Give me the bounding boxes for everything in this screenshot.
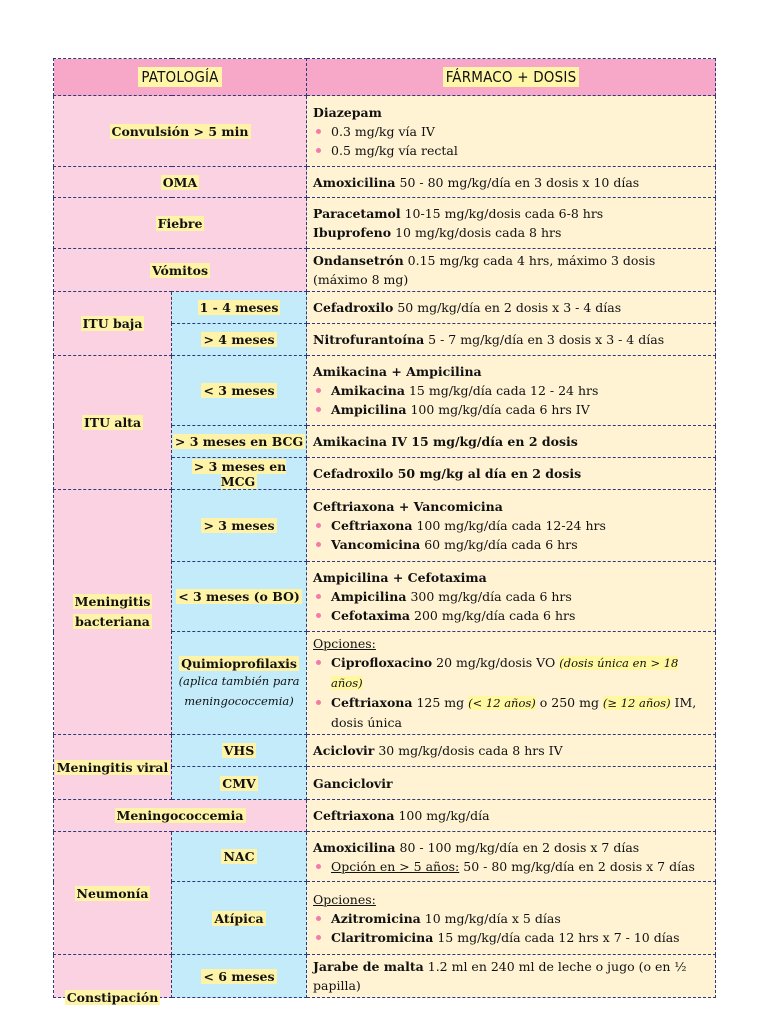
- subgroup-cell: > 4 meses: [172, 324, 307, 356]
- subgroup-cell: > 3 meses en MCG: [172, 458, 307, 490]
- drug-cell: Amoxicilina 80 - 100 mg/kg/día en 2 dosis x 7 días Opción en > 5 años: 50 - 80 mg/kg/día en 2 dosis x 7 días: [307, 832, 716, 882]
- subgroup-cell: < 3 meses: [172, 356, 307, 426]
- list-item: Amikacina 15 mg/kg/día cada 12 - 24 hrs: [313, 381, 709, 400]
- drug-cell: Ondansetrón 0.15 mg/kg cada 4 hrs, máximo 3 dosis (máximo 8 mg): [307, 249, 716, 292]
- subgroup-cell: > 3 meses en BCG: [172, 426, 307, 458]
- pathology-cell: Meningitis viral: [54, 735, 172, 800]
- subgroup-cell: CMV: [172, 767, 307, 800]
- drug-cell: Amikacina + Ampicilina Amikacina 15 mg/kg/día cada 12 - 24 hrs Ampicilina 100 mg/kg/día cada 6 hrs IV: [307, 356, 716, 426]
- list-item: Ceftriaxona 100 mg/kg/día cada 12-24 hrs: [313, 516, 709, 535]
- subgroup-cell: Atípica: [172, 882, 307, 955]
- pathology-cell: Vómitos: [54, 249, 307, 292]
- drug-cell: Paracetamol 10-15 mg/kg/dosis cada 6-8 hrs Ibuprofeno 10 mg/kg/dosis cada 8 hrs: [307, 198, 716, 249]
- pathology-cell: Convulsión > 5 min: [54, 96, 307, 167]
- drug-cell: Amikacina IV 15 mg/kg/día en 2 dosis: [307, 426, 716, 458]
- subgroup-cell: Quimioprofilaxis (aplica también para meningococcemia): [172, 632, 307, 735]
- table-row: [54, 198, 716, 249]
- table-row: [54, 356, 716, 426]
- list-item: 0.3 mg/kg vía IV: [313, 122, 709, 141]
- list-item: 0.5 mg/kg vía rectal: [313, 141, 709, 160]
- list-item: Azitromicina 10 mg/kg/día x 5 días: [313, 909, 709, 928]
- pathology-cell: Neumonía: [54, 832, 172, 955]
- dosing-table: [53, 58, 716, 1005]
- pathology-cell: ITU alta: [54, 356, 172, 490]
- table-row: [54, 735, 716, 767]
- drug-cell: Diazepam 0.3 mg/kg vía IV 0.5 mg/kg vía rectal: [307, 96, 716, 167]
- subgroup-cell: > 3 meses: [172, 490, 307, 562]
- subgroup-cell: VHS: [172, 735, 307, 767]
- table-row: [54, 96, 716, 167]
- list-item: Ceftriaxona 125 mg (< 12 años) o 250 mg (≥ 12 años) IM, dosis única: [313, 693, 709, 732]
- list-item: Ciprofloxacino 20 mg/kg/dosis VO (dosis única en > 18 años): [313, 653, 709, 693]
- table-row: [54, 955, 716, 998]
- drug-cell: Aciclovir 30 mg/kg/dosis cada 8 hrs IV: [307, 735, 716, 767]
- subgroup-cell: < 6 meses: [172, 955, 307, 998]
- table-row: [54, 167, 716, 198]
- drug-cell: Ganciclovir: [307, 767, 716, 800]
- drug-cell: Jarabe de malta 1.2 ml en 240 ml de leche o jugo (o en ½ papilla): [307, 955, 716, 998]
- list-item: Ampicilina 300 mg/kg/día cada 6 hrs: [313, 587, 709, 606]
- table-row: [54, 292, 716, 324]
- pathology-cell: Meningitis bacteriana: [54, 490, 172, 735]
- list-item: Ampicilina 100 mg/kg/día cada 6 hrs IV: [313, 400, 709, 419]
- header-farmaco: FÁRMACO + DOSIS: [307, 59, 716, 96]
- drug-cell: Cefadroxilo 50 mg/kg al día en 2 dosis: [307, 458, 716, 490]
- pathology-cell: Constipación: [54, 955, 172, 998]
- drug-cell: Cefadroxilo 50 mg/kg/día en 2 dosis x 3 - 4 días: [307, 292, 716, 324]
- drug-cell: Nitrofurantoína 5 - 7 mg/kg/día en 3 dosis x 3 - 4 días: [307, 324, 716, 356]
- list-item: Vancomicina 60 mg/kg/día cada 6 hrs: [313, 535, 709, 554]
- drug-cell: Ceftriaxona + Vancomicina Ceftriaxona 100 mg/kg/día cada 12-24 hrs Vancomicina 60 mg/kg/día cada 6 hrs: [307, 490, 716, 562]
- drug-cell: Opciones: Azitromicina 10 mg/kg/día x 5 días Claritromicina 15 mg/kg/día cada 12 hrs x 7 - 10 días: [307, 882, 716, 955]
- pathology-cell: Meningococcemia: [54, 800, 307, 832]
- table-row: [54, 249, 716, 292]
- table-row: [54, 832, 716, 882]
- list-item: Claritromicina 15 mg/kg/día cada 12 hrs x 7 - 10 días: [313, 928, 709, 947]
- drug-cell: Amoxicilina 50 - 80 mg/kg/día en 3 dosis x 10 días: [307, 167, 716, 198]
- header-row: [54, 59, 716, 96]
- subgroup-cell: NAC: [172, 832, 307, 882]
- pathology-cell: Fiebre: [54, 198, 307, 249]
- pathology-cell: OMA: [54, 167, 307, 198]
- subgroup-cell: 1 - 4 meses: [172, 292, 307, 324]
- drug-cell: Ampicilina + Cefotaxima Ampicilina 300 mg/kg/día cada 6 hrs Cefotaxima 200 mg/kg/día cada 6 hrs: [307, 562, 716, 632]
- list-item: Opción en > 5 años: 50 - 80 mg/kg/día en 2 dosis x 7 días: [313, 857, 709, 876]
- pathology-cell: ITU baja: [54, 292, 172, 356]
- drug-cell: Ceftriaxona 100 mg/kg/día: [307, 800, 716, 832]
- drug-cell: Opciones: Ciprofloxacino 20 mg/kg/dosis VO (dosis única en > 18 años) Ceftriaxona 125 mg (< 12 años) o 250 mg (≥ 12 años) IM, dosis única: [307, 632, 716, 735]
- subgroup-cell: < 3 meses (o BO): [172, 562, 307, 632]
- table-row: [54, 800, 716, 832]
- list-item: Cefotaxima 200 mg/kg/día cada 6 hrs: [313, 606, 709, 625]
- header-patologia: PATOLOGÍA: [54, 59, 307, 96]
- table-row: [54, 490, 716, 562]
